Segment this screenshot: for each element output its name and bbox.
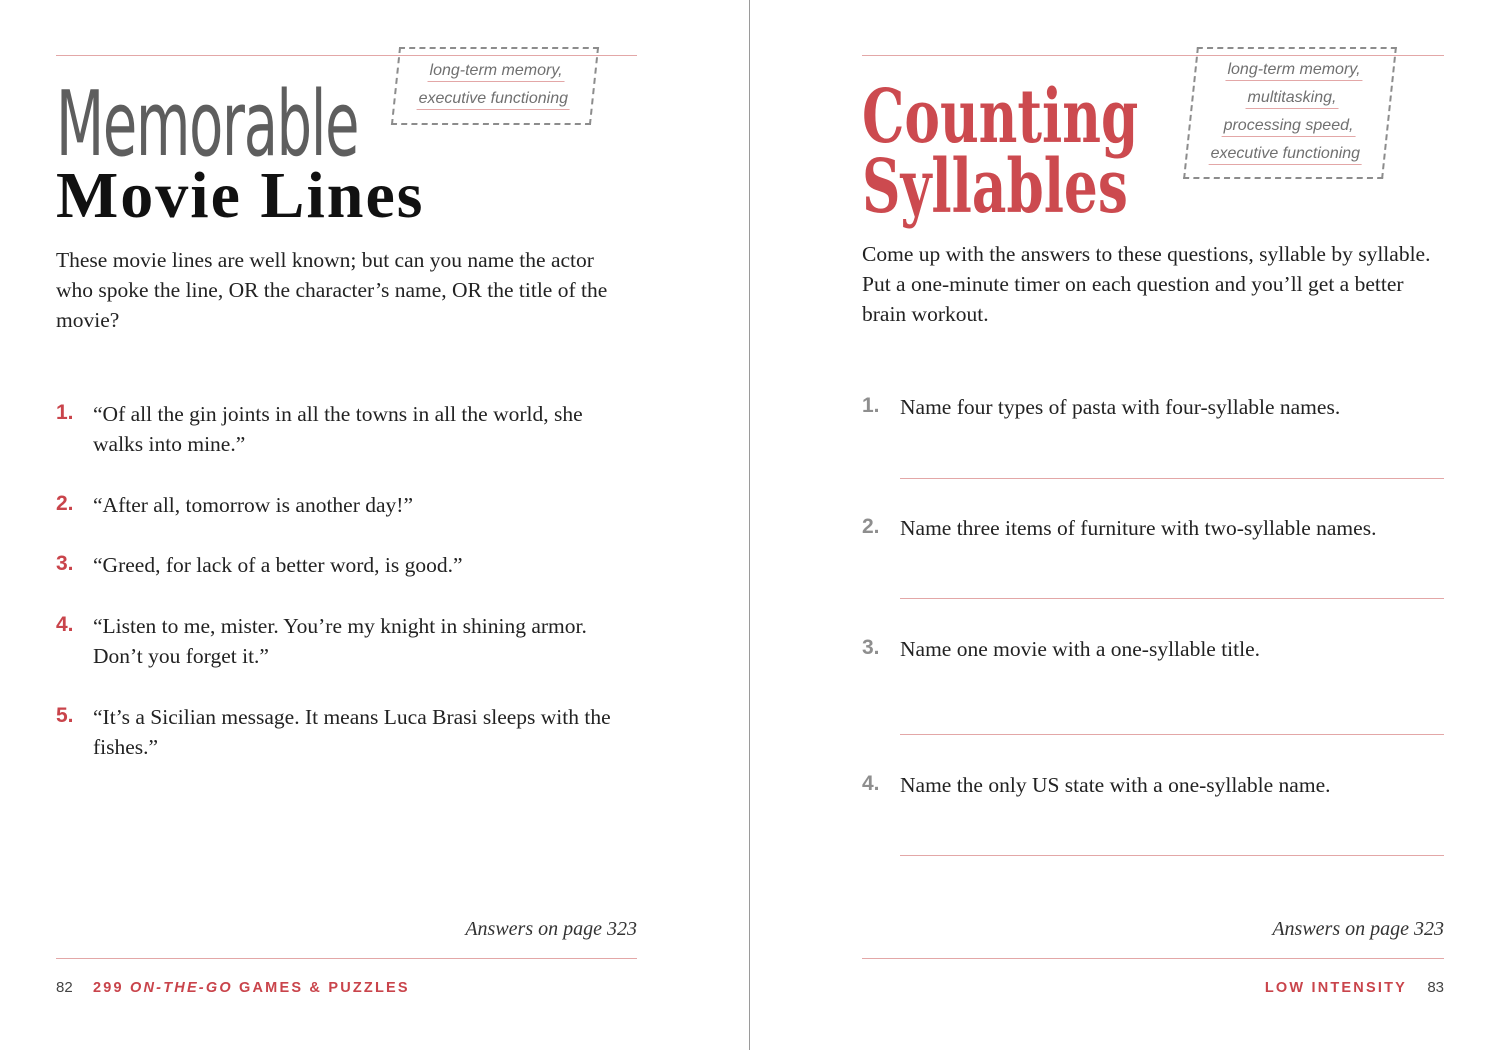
question-number: 5. [56,704,74,727]
page-number: 82 [56,979,73,996]
question-number: 2. [862,515,880,538]
bottom-rule [862,958,1444,959]
question-number: 2. [56,492,74,515]
question-number: 1. [862,394,880,417]
page-number: 83 [1427,979,1444,996]
question-text: “Greed, for lack of a better word, is good.” [93,553,463,577]
question-number: 4. [862,772,880,795]
answer-line[interactable] [900,855,1444,856]
puzzle-title-line1: Counting [862,74,1139,160]
skill-tag: processing speed, [1222,116,1356,137]
skill-tag: executive functioning [417,89,570,110]
question-number: 1. [56,401,74,424]
skill-tag: executive functioning [1209,144,1362,165]
puzzle-title-line2: Movie Lines [56,159,425,232]
answers-note: Answers on page 323 [1272,918,1444,940]
skill-tags-box [391,47,599,125]
question-text: Name four types of pasta with four-syllable names. [900,395,1341,419]
question-number: 4. [56,613,74,636]
question-text: Name one movie with a one-syllable title. [900,637,1261,661]
skill-tag: long-term memory, [428,61,565,82]
running-head [93,978,410,998]
answer-line[interactable] [900,598,1444,599]
bottom-rule [56,958,637,959]
intro-paragraph: Come up with the answers to these questions, syllable by syllable. Put a one-minute timer on each question and you’ll get a better brain workout. [862,242,1431,326]
puzzle-title-line1: Memorable [56,72,359,177]
running-head: LOW INTENSITY [1264,980,1407,996]
running-head-suffix: GAMES & PUZZLES [232,980,410,996]
running-head-prefix: 299 [93,980,131,996]
running-head-italic: ON-THE-GO [130,980,233,996]
skill-tag: long-term memory, [1226,60,1363,81]
question-text: “Of all the gin joints in all the towns in all the world, she walks into mine.” [93,402,583,456]
question-text: “It’s a Sicilian message. It means Luca Brasi sleeps with the fishes.” [93,705,611,759]
skill-tag: multitasking, [1245,88,1338,109]
question-text: “Listen to me, mister. You’re my knight in shining armor. Don’t you forget it.” [93,614,587,668]
answer-line[interactable] [900,734,1444,735]
skill-tags-box [1183,47,1397,179]
left-page [0,0,749,1050]
question-text: Name three items of furniture with two-syllable names. [900,516,1377,540]
right-page [750,0,1500,1050]
intro-paragraph: These movie lines are well known; but can you name the actor who spoke the line, OR the character’s name, OR the title of the movie? [56,248,608,332]
question-number: 3. [56,552,74,575]
question-number: 3. [862,636,880,659]
question-text: Name the only US state with a one-syllable name. [900,773,1331,797]
answer-line[interactable] [900,478,1444,479]
question-text: “After all, tomorrow is another day!” [93,493,413,517]
puzzle-title-line2: Syllables [862,144,1128,230]
answers-note: Answers on page 323 [465,918,637,940]
